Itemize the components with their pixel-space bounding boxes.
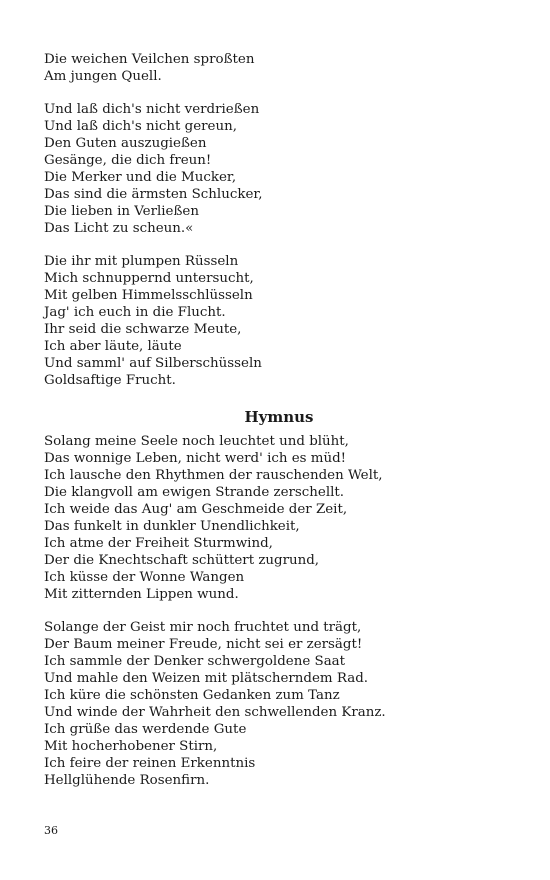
- verse-line: Die ihr mit plumpen Rüsseln: [44, 254, 239, 269]
- stanza: [44, 253, 514, 389]
- verse-line: Die lieben in Verließen: [44, 204, 199, 219]
- verse-line: Und winde der Wahrheit den schwellenden Kranz.: [44, 705, 386, 720]
- verse-line: Mit gelben Himmelsschlüsseln: [44, 288, 253, 303]
- verse-line: Und mahle den Weizen mit plätscherndem Rad.: [44, 671, 369, 686]
- verse-line: Jag' ich euch in die Flucht.: [44, 305, 226, 320]
- verse-line: Ich küsse der Wonne Wangen: [44, 570, 245, 585]
- verse-line: Ich küre die schönsten Gedanken zum Tanz: [44, 688, 340, 703]
- verse-line: Ich sammle der Denker schwergoldene Saat: [44, 654, 346, 669]
- poem-text: [44, 51, 514, 789]
- verse-line: Den Guten auszugießen: [44, 136, 207, 151]
- verse-line: Ich aber läute, läute: [44, 339, 182, 354]
- verse-line: Solang meine Seele noch leuchtet und blüht,: [44, 434, 349, 449]
- verse-line: Goldsaftige Frucht.: [44, 373, 176, 388]
- verse-line: Das sind die ärmsten Schlucker,: [44, 187, 263, 202]
- page-number: 36: [44, 824, 58, 837]
- verse-line: Das wonnige Leben, nicht werd' ich es müd!: [44, 451, 347, 466]
- verse-line: Mit zitternden Lippen wund.: [44, 587, 239, 602]
- verse-line: Ihr seid die schwarze Meute,: [44, 322, 242, 337]
- verse-line: Die weichen Veilchen sproßten: [44, 52, 255, 67]
- verse-line: Am jungen Quell.: [44, 69, 162, 84]
- verse-line: Und laß dich's nicht verdrießen: [44, 102, 260, 117]
- verse-line: Das funkelt in dunkler Unendlichkeit,: [44, 519, 300, 534]
- verse-line: Gesänge, die dich freun!: [44, 153, 212, 168]
- verse-line: Die klangvoll am ewigen Strande zerschellt.: [44, 485, 345, 500]
- stanza: [44, 619, 514, 789]
- verse-line: Ich lausche den Rhythmen der rauschenden Welt,: [44, 468, 383, 483]
- verse-line: Und samml' auf Silberschüsseln: [44, 356, 262, 371]
- verse-line: Die Merker und die Mucker,: [44, 170, 237, 185]
- stanza: [44, 433, 514, 603]
- verse-line: Mit hocherhobener Stirn,: [44, 739, 218, 754]
- verse-line: Hellglühende Rosenfirn.: [44, 773, 210, 788]
- verse-line: Ich weide das Aug' am Geschmeide der Zeit,: [44, 502, 348, 517]
- poem-title: Hymnus: [244, 408, 314, 426]
- verse-line: Mich schnuppernd untersucht,: [44, 271, 254, 286]
- section-gap: [44, 389, 514, 406]
- stanza: [44, 51, 514, 85]
- stanza-gap: [44, 237, 514, 253]
- stanza: [44, 101, 514, 237]
- verse-line: Ich feire der reinen Erkenntnis: [44, 756, 256, 771]
- stanza-gap: [44, 85, 514, 101]
- verse-line: Das Licht zu scheun.«: [44, 221, 194, 236]
- verse-line: Ich grüße das werdende Gute: [44, 722, 247, 737]
- verse-line: Ich atme der Freiheit Sturmwind,: [44, 536, 273, 551]
- verse-line: Und laß dich's nicht gereun,: [44, 119, 237, 134]
- verse-line: Solange der Geist mir noch fruchtet und trägt,: [44, 620, 362, 635]
- verse-line: Der Baum meiner Freude, nicht sei er zersägt!: [44, 637, 363, 652]
- stanza-gap: [44, 603, 514, 619]
- verse-line: Der die Knechtschaft schüttert zugrund,: [44, 553, 320, 568]
